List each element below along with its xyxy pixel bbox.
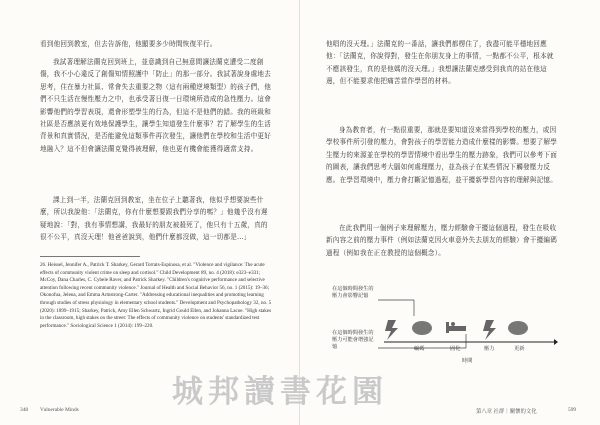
- left-paragraph-2: 我試著理解法蘭克回到班上，並意識到自己無意間讓法蘭克遭受二度創傷，我不小心違反了創傷知情照護中「防止」的那一部分。我試著說身處地去思考，住在暴力社區、常會失去重要之物（這有兩種逆境類型）的孩子們，他們不只生活在慢性壓力之中，也承受著日復一日環境所造成的急性壓力。這會影響他們的學習表現，還會形塑學生的行為，但這不是他們的錯。我的班級和社區是否應該更有效地保護學生，讓學生知道發生什麼事？若了解學生的生活背景和真實情況，是否能避免這類事件再次發生，讓他們在學校和生活中更好地融入？這不但會讓法蘭克覺得被理解，他也更有機會能獲得適當支持。: [40, 58, 271, 153]
- lightning-bolt-left-icon: [385, 320, 398, 340]
- figure-label-top: 在這個時間發生的壓力會影響記憶: [332, 286, 374, 299]
- left-paragraph-3: 課上到一半，法蘭克回到教室，坐在位子上聽著我，他似乎想要說些什麼，所以我說他：「法蘭克，你有什麼想要跟我們分享的嗎？」他幾乎沒有遲疑地說：「對，我有事情想講，我最好的朋友被殺死了，他只有十五歲，真的很不公平，真沒天理！他爸爸說到，他們什麼都沒做，這一切都是…」: [40, 196, 268, 242]
- brain-icon: [412, 321, 432, 335]
- bed-icon: [446, 322, 466, 333]
- lightning-bolt-right-icon: [483, 320, 496, 340]
- time-axis-label: 時間: [462, 358, 473, 364]
- left-paragraph-1: 看到他回到教室，但去告訴他，他顯要多少時間恢復平行。: [40, 40, 217, 48]
- stage-update: 更新: [514, 346, 525, 352]
- right-paragraph-1: 他唱的沒天理。」法蘭克的一番話，讓我們都楞住了，我盡可能平穩地回應他：「法蘭克，你說得對，發生在你朋友身上的事情，一點都不公平，根本就不應該發生，真的是他媽的沒天理。」我想讓法蘭克感受到我真的站在他這邊，但不能要求他把痛苦當作學習的材料。: [326, 40, 554, 86]
- stage-stress: 壓力: [484, 346, 495, 352]
- stage-consolidation: 固化: [450, 346, 461, 352]
- right-paragraph-2: 身為教育者，有一點很重要，那就是要知道沒來當得到學校的壓力，或因學校事件所引發的壓力，會對孩子的學習能力造成什麼樣的影響。想要了解學生壓力的來源並在學校的學習情境中看出學生的壓力跡象，我們可以參考下面的圖表，讓我們思考大腦如何處理壓力，並為孩子在某些情況下觸發壓力反應。在學習環境中，壓力會打斷記憶過程，並干擾新學習內容的理解與記憶。: [326, 126, 557, 184]
- figure-label-bottom: 在這個時間發生的壓力可能會增強記憶: [332, 330, 374, 350]
- right-page-number: 599: [568, 407, 577, 413]
- left-page-number: 348: [20, 407, 29, 413]
- right-paragraph-3: 在此我們用一個例子來理解壓力，壓力經驗會干擾這個過程，發生在吸收新內容之前的壓力事件（例如法蘭克因火車意外失去朋友的經驗）會干擾編碼過程（例如我在正在教授的這個概念）。: [326, 224, 557, 257]
- stage-encoding: 編碼: [414, 346, 425, 352]
- watermark-text: 城邦讀書花園: [172, 374, 388, 410]
- timeline-arrowhead: [554, 339, 558, 345]
- right-running-head: 第八章 社群｜關懷的文化: [476, 409, 537, 415]
- brain-updated-icon: [508, 321, 528, 335]
- footnote-rule: [40, 256, 140, 257]
- left-running-head: Vulnerable Minds: [40, 407, 79, 413]
- footnote: 26. Heissel, Jennifer A., Patrick T. Sharkey, Gerard Torrats-Espinosa, et al. "Violence and vigilance: The acute effects of community violent crime on sleep and cortisol." Child Development 89, no. 4 (2018): e323–e331; McCoy, Dana Charles, C. Cybele Raver, and Patrick Sharkey. "Children's cognitive performance and selective attention following recent community violence." Journal of Health and Social Behavior 56, no. 1 (2015): 19–36; Okonofua, Jelena, and Emma Armstrong-Carter. "Addressing educational inequalities and promoting learning through studies of stress physiology in elementary school students." Development and Psychopathology 32, no. 5 (2020): 1899–1915; Sharkey, Patrick, Amy Ellen Schwartz, Ingrid Gould Ellen, and Johanna Lacoe. "High stakes in the classroom, high stakes on the street: The effects of community violence on students' standardized test performance." Sociological Science 1 (2014): 199–220.: [40, 262, 272, 329]
